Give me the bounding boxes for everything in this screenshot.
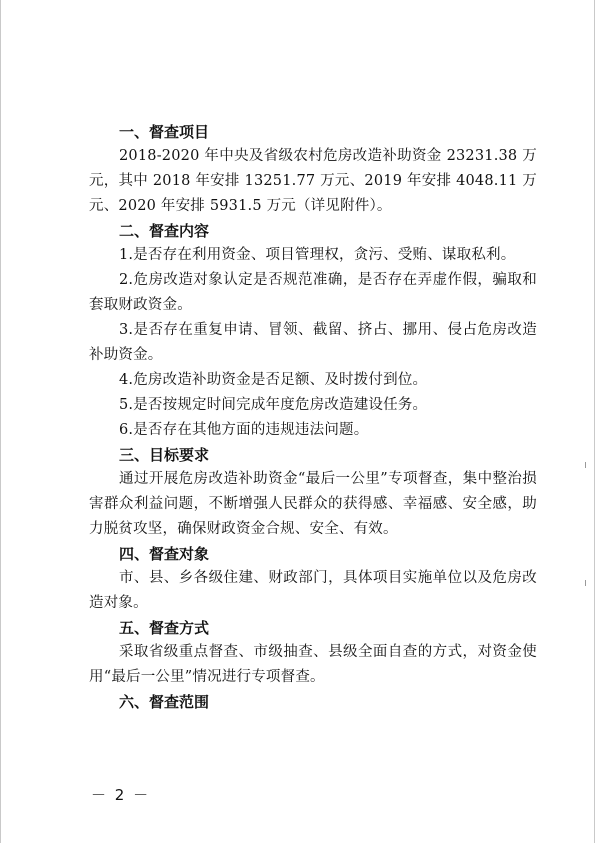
section-heading: 六、督查范围 xyxy=(119,693,210,711)
section-heading: 二、督查内容 xyxy=(119,222,210,240)
section-inspection-targets xyxy=(89,542,537,616)
section-heading: 一、督查项目 xyxy=(119,123,210,141)
list-item: 3.是否存在重复申请、冒领、截留、挤占、挪用、侵占危房改造补助资金。 xyxy=(89,322,537,363)
list-item: 1.是否存在利用资金、项目管理权，贪污、受贿、谋取私利。 xyxy=(119,247,516,263)
paragraph: 市、县、乡各级住建、财政部门，具体项目实施单位以及危房改造对象。 xyxy=(89,570,537,611)
section-inspection-content xyxy=(89,219,537,443)
section-heading: 三、目标要求 xyxy=(119,446,210,464)
list-item: 2.危房改造对象认定是否规范准确，是否存在弄虚作假，骗取和套取财政资金。 xyxy=(89,272,537,313)
paragraph: 2018-2020 年中央及省级农村危房改造补助资金 23231.38 万元，其中 2018 年安排 13251.77 万元、2019 年安排 4048.11 万元、2020 年安排 5931.5 万元（详见附件）。 xyxy=(89,148,537,214)
section-inspection-scope xyxy=(89,690,537,714)
section-heading: 四、督查对象 xyxy=(119,545,210,563)
paragraph: 通过开展危房改造补助资金“最后一公里”专项督查，集中整治损害群众利益问题，不断增强人民群众的获得感、幸福感、安全感，助力脱贫攻坚，确保财政资金合规、安全、有效。 xyxy=(89,471,537,537)
list-item: 6.是否存在其他方面的违规违法问题。 xyxy=(119,422,369,438)
scan-mark xyxy=(585,462,589,468)
section-inspection-project xyxy=(89,120,537,219)
list-item: 4.危房改造补助资金是否足额、及时拨付到位。 xyxy=(119,372,428,388)
paragraph: 采取省级重点督查、市级抽查、县级全面自查的方式，对资金使用“最后一公里”情况进行专项督查。 xyxy=(89,644,537,685)
section-inspection-method xyxy=(89,616,537,690)
list-item: 5.是否按规定时间完成年度危房改造建设任务。 xyxy=(119,397,428,413)
document-body xyxy=(89,120,537,714)
section-heading: 五、督查方式 xyxy=(119,619,210,637)
section-goals xyxy=(89,443,537,542)
page-number: － 2 － xyxy=(91,786,151,804)
scan-mark xyxy=(585,580,589,586)
